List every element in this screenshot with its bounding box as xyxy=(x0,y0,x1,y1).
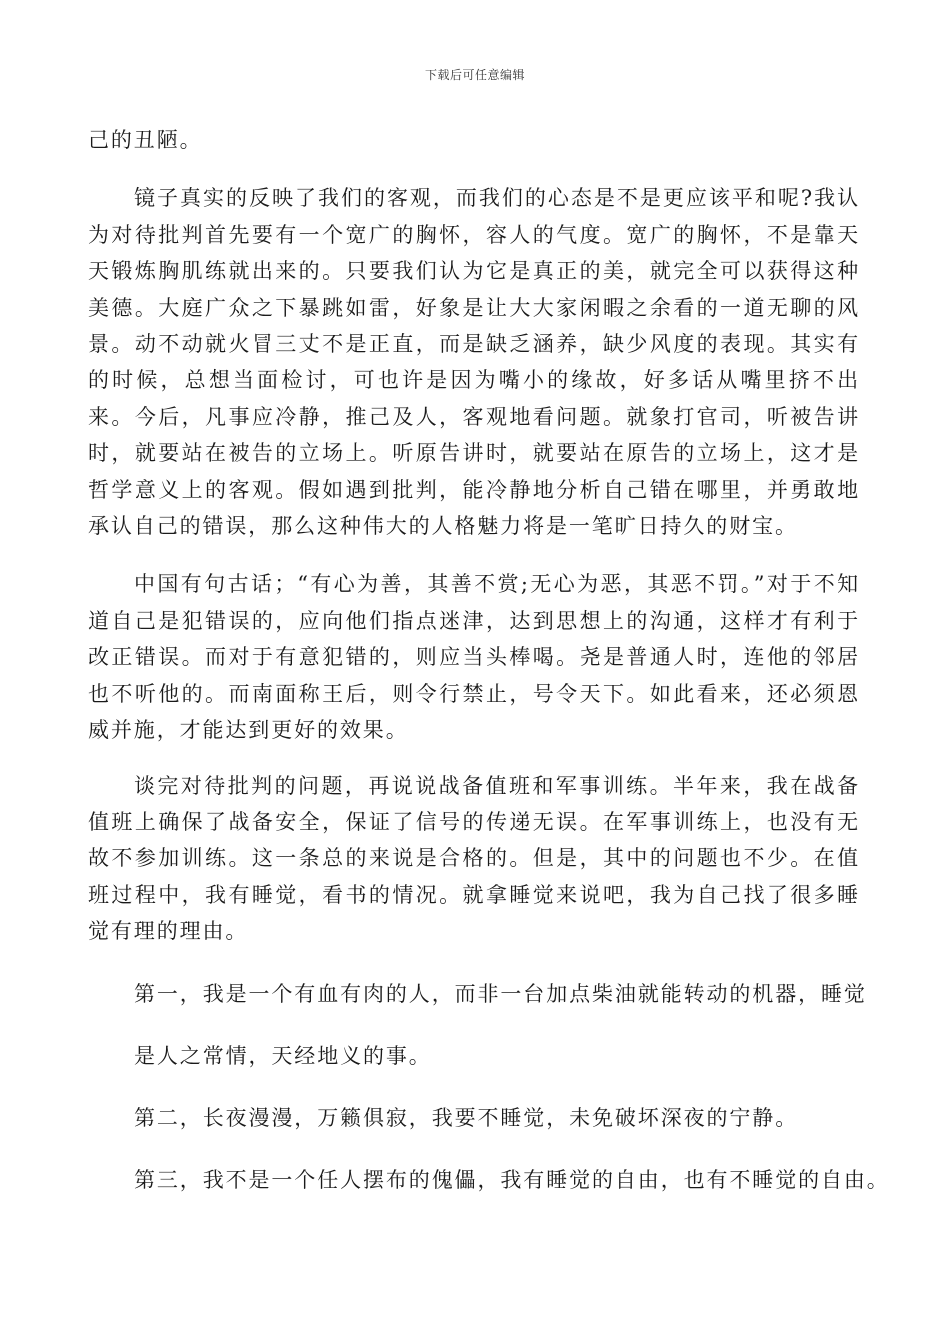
reason-third: 第三，我不是一个任人摆布的傀儡，我有睡觉的自由，也有不睡觉的自由。 xyxy=(134,1167,890,1192)
paragraph-continuation: 己的丑陋。 xyxy=(88,128,203,152)
reason-first-continued: 是人之常情，天经地义的事。 xyxy=(134,1043,432,1068)
paragraph-proverb: 中国有句古话；“有心为善，其善不赏;无心为恶，其恶不罚。”对于不知道自己是犯错误的，应向他们指点迷津，达到思想上的沟通，这样才有利于改正错误。而对于有意犯错的，则应当头棒喝。尧是普通人时，连他的邻居也不听他的。而南面称王后，则令行禁止，号令天下。如此看来，还必须恩威并施，才能达到更好的效果。 xyxy=(88,572,860,743)
page-header: 下载后可任意编辑 xyxy=(424,68,525,82)
document-body xyxy=(88,122,890,1198)
reason-second: 第二，长夜漫漫，万籁俱寂，我要不睡觉，未免破坏深夜的宁静。 xyxy=(134,1105,799,1130)
paragraph-mirror: 镜子真实的反映了我们的客观，而我们的心态是不是更应该平和呢?我认为对待批判首先要有一个宽广的胸怀，容人的气度。宽广的胸怀，不是靠天天锻炼胸肌练就出来的。只要我们认为它是真正的美，就完全可以获得这种美德。大庭广众之下暴跳如雷，好象是让大大家闲暇之余看的一道无聊的风景。动不动就火冒三丈不是正直，而是缺乏涵养，缺少风度的表现。其实有的时候，总想当面检讨，可也许是因为嘴小的缘故，好多话从嘴里挤不出来。今后，凡事应冷静，推己及人，客观地看问题。就象打官司，听被告讲时，就要站在被告的立场上。听原告讲时，就要站在原告的立场上，这才是哲学意义上的客观。假如遇到批判，能冷静地分析自己错在哪里，并勇敢地承认自己的错误，那么这种伟大的人格魅力将是一笔旷日持久的财宝。 xyxy=(88,186,860,539)
paragraph-duty-training: 谈完对待批判的问题，再说说战备值班和军事训练。半年来，我在战备值班上确保了战备安全，保证了信号的传递无误。在军事训练上，也没有无故不参加训练。这一条总的来说是合格的。但是，其中的问题也不少。在值班过程中，我有睡觉，看书的情况。就拿睡觉来说吧，我为自己找了很多睡觉有理的理由。 xyxy=(88,773,860,944)
reason-first: 第一，我是一个有血有肉的人，而非一台加点柴油就能转动的机器，睡觉 xyxy=(134,981,867,1006)
